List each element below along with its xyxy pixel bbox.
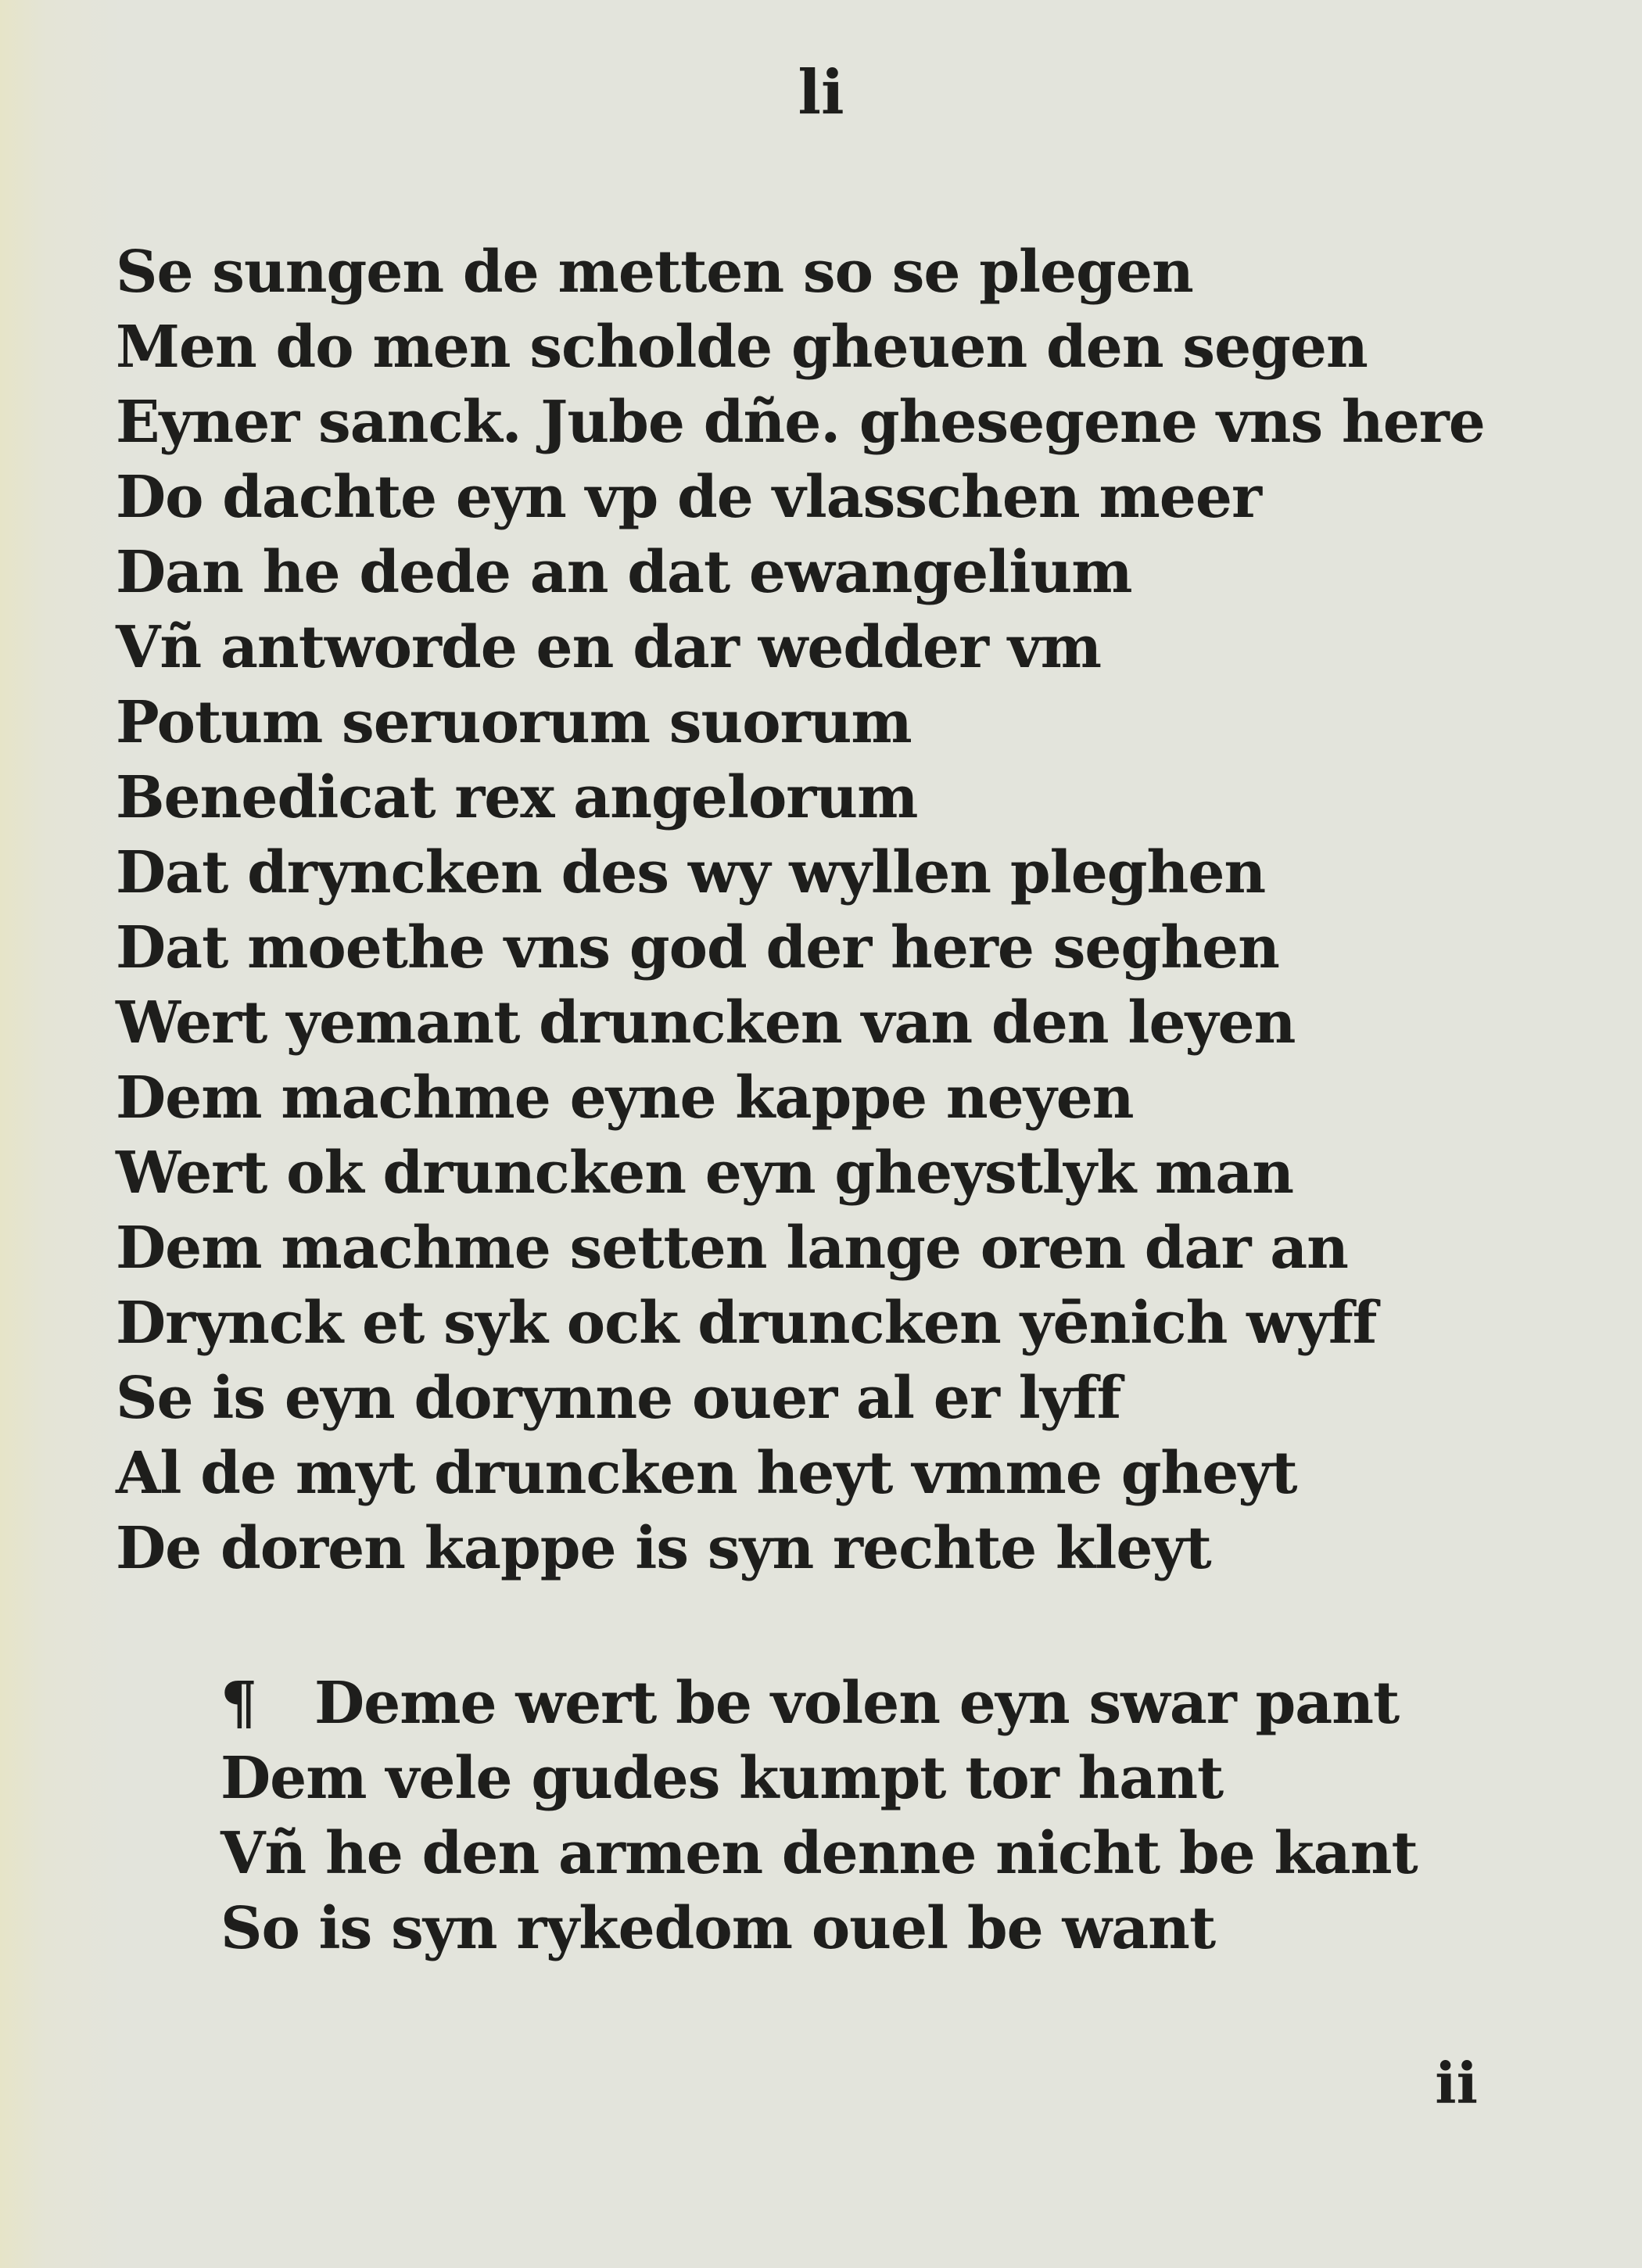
verse-line: Vñ he den armen denne nicht be kant bbox=[220, 1820, 1418, 1887]
signature-mark: ii bbox=[1435, 2050, 1478, 2116]
verse-line: Dat moethe vns god der here seghen bbox=[116, 914, 1279, 981]
verse-line: So is syn rykedom ouel be want bbox=[220, 1895, 1216, 1962]
verse-line: Drynck et syk ock druncken yēnich wyff bbox=[116, 1290, 1377, 1357]
stanza-main bbox=[116, 235, 1485, 1586]
verse-line: Eyner sanck. Jube dñe. ghesegene vns here bbox=[116, 389, 1485, 456]
verse-line: Potum seruorum suorum bbox=[116, 689, 912, 756]
verse-line: Men do men scholde gheuen den segen bbox=[116, 314, 1368, 381]
stanza-second bbox=[220, 1666, 1418, 1966]
verse-line: Se sungen de metten so se plegen bbox=[116, 239, 1193, 306]
verse-line: Dan he dede an dat ewangelium bbox=[116, 539, 1132, 606]
verse-line: De doren kappe is syn rechte kleyt bbox=[116, 1515, 1211, 1582]
verse-line: Benedicat rex angelorum bbox=[116, 764, 918, 831]
verse-line: Vñ antworde en dar wedder vm bbox=[116, 614, 1102, 681]
verse-line: Se is eyn dorynne ouer al er lyff bbox=[116, 1365, 1121, 1432]
verse-line: Dem vele gudes kumpt tor hant bbox=[220, 1745, 1224, 1812]
folio-number: li bbox=[798, 57, 844, 128]
verse-line: Wert ok druncken eyn gheystlyk man bbox=[116, 1139, 1294, 1207]
verse-line: Dem machme setten lange oren dar an bbox=[116, 1215, 1348, 1282]
verse-line: Dem machme eyne kappe neyen bbox=[116, 1064, 1134, 1132]
verse-line: Do dachte eyn vp de vlasschen meer bbox=[116, 464, 1261, 531]
pilcrow-mark: ¶ bbox=[220, 1670, 257, 1737]
verse-line: Dat dryncken des wy wyllen pleghen bbox=[116, 839, 1266, 906]
verse-line: Al de myt druncken heyt vmme gheyt bbox=[116, 1440, 1297, 1507]
verse-line-text: Deme wert be volen eyn swar pant bbox=[314, 1670, 1400, 1737]
verse-line: Wert yemant druncken van den leyen bbox=[116, 989, 1296, 1057]
verse-line bbox=[220, 1666, 1418, 1741]
